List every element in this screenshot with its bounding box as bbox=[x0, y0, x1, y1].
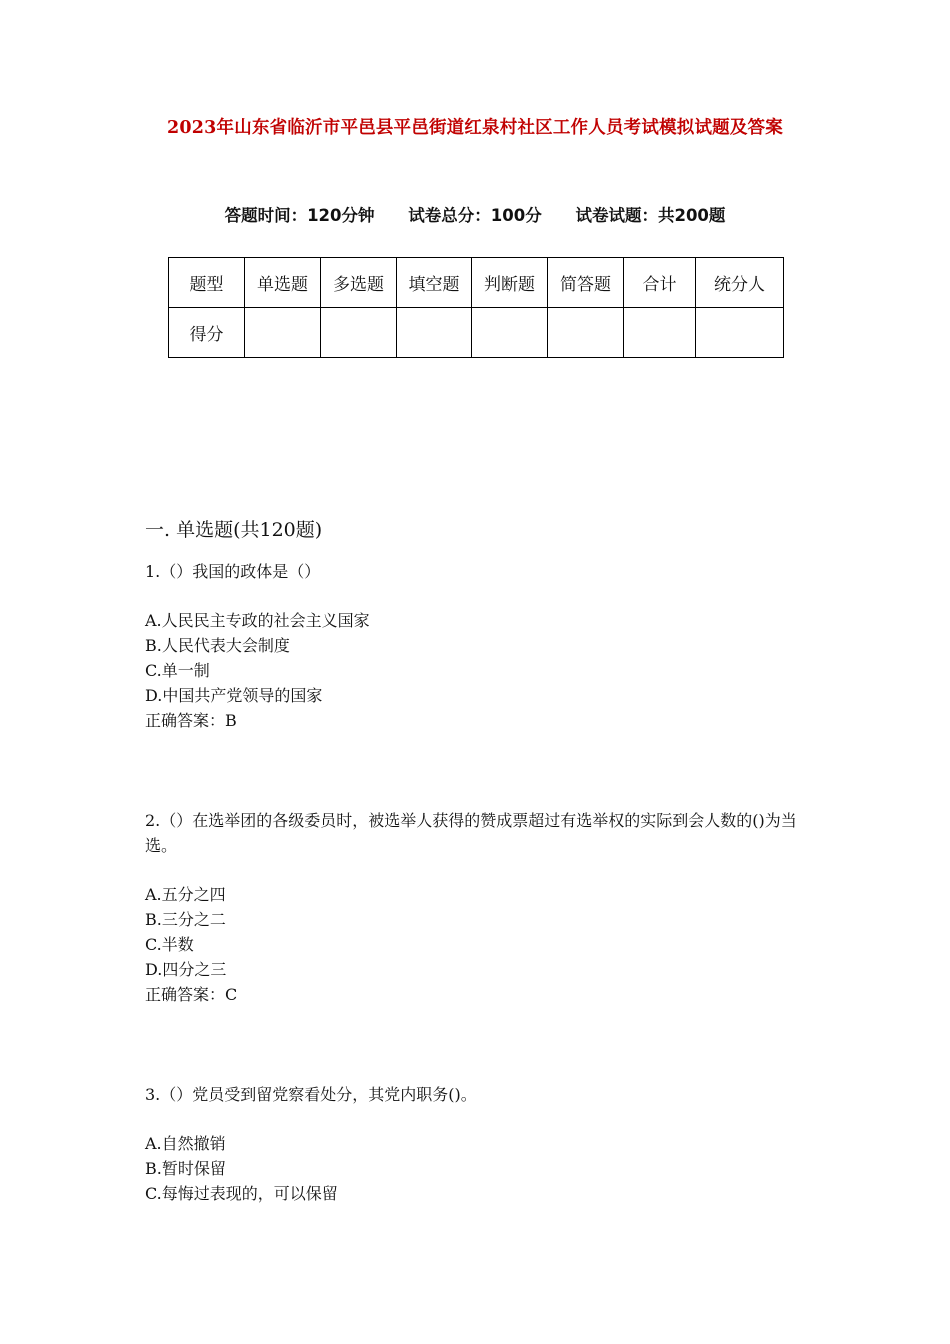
score-cell[interactable] bbox=[321, 308, 397, 358]
score-cell[interactable] bbox=[397, 308, 472, 358]
score-header-cell: 合计 bbox=[624, 258, 696, 308]
question-stem: 1.（）我国的政体是（） bbox=[145, 562, 321, 581]
option-a: A.人民民主专政的社会主义国家 bbox=[145, 611, 370, 630]
option-a: A.自然撤销 bbox=[145, 1134, 226, 1153]
correct-answer: 正确答案：B bbox=[145, 711, 237, 730]
score-table-row bbox=[169, 308, 784, 358]
score-header-cell: 统分人 bbox=[696, 258, 784, 308]
correct-answer: 正确答案：C bbox=[145, 985, 238, 1004]
score-cell[interactable] bbox=[548, 308, 624, 358]
option-b: B.人民代表大会制度 bbox=[145, 636, 290, 655]
option-b: B.三分之二 bbox=[145, 910, 226, 929]
score-table-header-row bbox=[169, 258, 784, 308]
option-d: D.中国共产党领导的国家 bbox=[145, 686, 323, 705]
score-cell[interactable] bbox=[624, 308, 696, 358]
score-table bbox=[168, 257, 784, 358]
score-header-cell: 多选题 bbox=[321, 258, 397, 308]
score-cell[interactable] bbox=[696, 308, 784, 358]
section-title: 一. 单选题(共120题) bbox=[145, 519, 323, 541]
question-3 bbox=[145, 1082, 815, 1206]
option-b: B.暂时保留 bbox=[145, 1159, 226, 1178]
score-header-cell: 单选题 bbox=[245, 258, 321, 308]
exam-time: 答题时间：120分钟 bbox=[224, 206, 375, 225]
exam-meta bbox=[0, 202, 950, 226]
score-row-label: 得分 bbox=[169, 308, 245, 358]
question-1 bbox=[145, 559, 815, 733]
score-header-cell: 填空题 bbox=[397, 258, 472, 308]
option-a: A.五分之四 bbox=[145, 885, 226, 904]
score-header-cell: 判断题 bbox=[472, 258, 548, 308]
score-header-cell: 题型 bbox=[169, 258, 245, 308]
option-c: C.半数 bbox=[145, 935, 194, 954]
score-cell[interactable] bbox=[472, 308, 548, 358]
document-title: 2023年山东省临沂市平邑县平邑街道红泉村社区工作人员考试模拟试题及答案 bbox=[167, 118, 783, 138]
question-2 bbox=[145, 808, 815, 1007]
option-d: D.四分之三 bbox=[145, 960, 227, 979]
question-stem: 3.（）党员受到留党察看处分，其党内职务()。 bbox=[145, 1085, 477, 1104]
exam-question-count: 试卷试题：共200题 bbox=[575, 206, 726, 225]
score-header-cell: 简答题 bbox=[548, 258, 624, 308]
option-c: C.每悔过表现的，可以保留 bbox=[145, 1184, 338, 1203]
option-c: C.单一制 bbox=[145, 661, 210, 680]
score-cell[interactable] bbox=[245, 308, 321, 358]
exam-total-score: 试卷总分：100分 bbox=[408, 206, 542, 225]
question-stem: 2.（）在选举团的各级委员时，被选举人获得的赞成票超过有选举权的实际到会人数的()为当选。 bbox=[145, 811, 797, 855]
